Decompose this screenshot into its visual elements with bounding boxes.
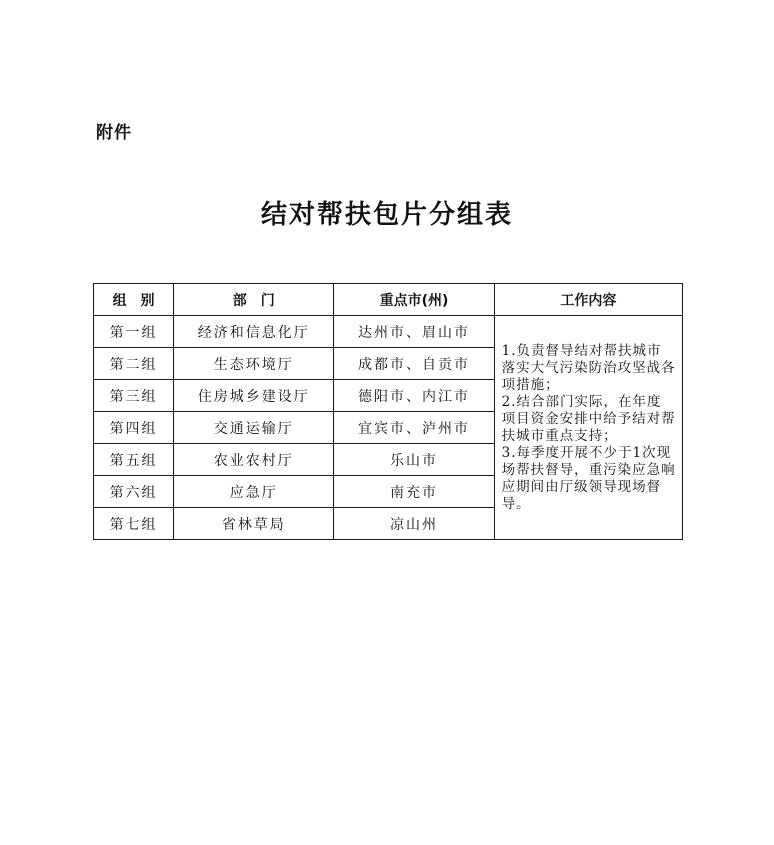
header-department: 部 门 <box>174 284 334 316</box>
department-cell: 经济和信息化厅 <box>174 316 334 348</box>
group-assignment-table <box>93 283 683 540</box>
group-cell: 第二组 <box>94 348 174 380</box>
department-cell: 生态环境厅 <box>174 348 334 380</box>
department-cell: 农业农村厅 <box>174 444 334 476</box>
header-work-content: 工作内容 <box>494 284 682 316</box>
city-cell: 宜宾市、泸州市 <box>334 412 494 444</box>
work-item: 3.每季度开展不少于1次现场帮扶督导，重污染应急响应期间由厅级领导现场督导。 <box>501 444 676 512</box>
table-header-row <box>94 284 683 316</box>
group-cell: 第五组 <box>94 444 174 476</box>
city-cell: 达州市、眉山市 <box>334 316 494 348</box>
city-cell: 德阳市、内江市 <box>334 380 494 412</box>
city-cell: 成都市、自贡市 <box>334 348 494 380</box>
group-cell: 第四组 <box>94 412 174 444</box>
table-row <box>94 316 683 348</box>
department-cell: 应急厅 <box>174 476 334 508</box>
work-item: 2.结合部门实际，在年度项目资金安排中给予结对帮扶城市重点支持； <box>501 393 676 444</box>
department-cell: 交通运输厅 <box>174 412 334 444</box>
header-key-city: 重点市(州) <box>334 284 494 316</box>
department-cell: 省林草局 <box>174 508 334 540</box>
attachment-label: 附件 <box>96 123 132 143</box>
department-cell: 住房城乡建设厅 <box>174 380 334 412</box>
group-cell: 第七组 <box>94 508 174 540</box>
city-cell: 凉山州 <box>334 508 494 540</box>
group-cell: 第六组 <box>94 476 174 508</box>
page-title: 结对帮扶包片分组表 <box>260 200 513 230</box>
header-group: 组 别 <box>94 284 174 316</box>
work-content-cell <box>494 316 682 540</box>
group-cell: 第三组 <box>94 380 174 412</box>
group-cell: 第一组 <box>94 316 174 348</box>
city-cell: 南充市 <box>334 476 494 508</box>
work-item: 1.负责督导结对帮扶城市落实大气污染防治攻坚战各项措施； <box>501 342 676 393</box>
city-cell: 乐山市 <box>334 444 494 476</box>
